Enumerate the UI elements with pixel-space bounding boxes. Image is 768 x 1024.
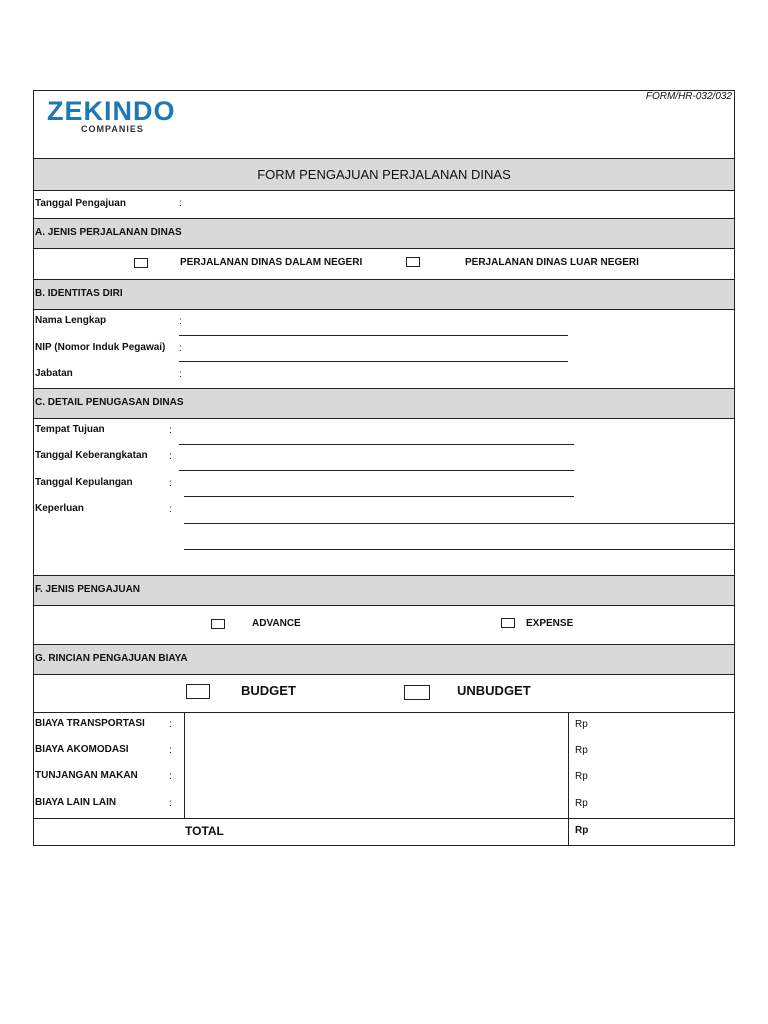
logo-subtitle: COMPANIES (81, 124, 144, 134)
input-nip[interactable] (179, 361, 568, 362)
field-tempat-tujuan: Tempat Tujuan (35, 424, 105, 435)
cost-table-divider-left (184, 712, 185, 818)
option-unbudget: UNBUDGET (457, 683, 531, 698)
section-a-band (34, 218, 734, 249)
title-band (34, 158, 734, 191)
field-tanggal-kepulangan: Tanggal Kepulangan (35, 477, 133, 488)
colon: : (179, 369, 182, 380)
input-keperluan-line2[interactable] (184, 549, 735, 550)
colon: : (169, 745, 172, 756)
checkbox-dalam-negeri[interactable] (134, 258, 148, 268)
field-jabatan: Jabatan (35, 368, 73, 379)
section-b-heading: B. IDENTITAS DIRI (35, 288, 123, 299)
form-title: FORM PENGAJUAN PERJALANAN DINAS (257, 167, 511, 182)
input-tempat-tujuan[interactable] (179, 444, 574, 445)
colon: : (169, 451, 172, 462)
field-keperluan: Keperluan (35, 503, 84, 514)
colon: : (169, 478, 172, 489)
colon: : (169, 504, 172, 515)
form-code: FORM/HR-032/032 (645, 91, 732, 102)
section-f-band (34, 575, 734, 606)
colon: : (179, 343, 182, 354)
option-luar-negeri: PERJALANAN DINAS LUAR NEGERI (465, 257, 639, 268)
cost-table-top-border (34, 712, 734, 713)
currency-makan: Rp (575, 771, 588, 782)
company-logo (47, 95, 197, 137)
field-nama-lengkap: Nama Lengkap (35, 315, 107, 326)
checkbox-budget[interactable] (186, 684, 210, 699)
section-g-band (34, 644, 734, 675)
checkbox-luar-negeri[interactable] (406, 257, 420, 267)
total-row-border (34, 818, 734, 819)
cost-table-divider-right (568, 712, 569, 846)
currency-transportasi: Rp (575, 719, 588, 730)
section-c-band (34, 388, 734, 419)
input-tanggal-keberangkatan[interactable] (179, 470, 574, 471)
input-tanggal-kepulangan[interactable] (184, 496, 574, 497)
cost-row-transportasi: BIAYA TRANSPORTASI (35, 718, 145, 729)
colon: : (169, 425, 172, 436)
cost-row-akomodasi: BIAYA AKOMODASI (35, 744, 129, 755)
checkbox-unbudget[interactable] (404, 685, 430, 700)
currency-total: Rp (575, 825, 589, 836)
tanggal-pengajuan-label: Tanggal Pengajuan (35, 198, 126, 209)
colon: : (179, 316, 182, 327)
total-label: TOTAL (185, 824, 224, 838)
option-dalam-negeri: PERJALANAN DINAS DALAM NEGERI (180, 257, 363, 268)
colon: : (179, 198, 182, 209)
input-keperluan-line1[interactable] (184, 523, 735, 524)
travel-request-form (33, 90, 735, 846)
section-b-band (34, 279, 734, 310)
logo-wordmark: ZEKINDO (47, 96, 176, 126)
colon: : (169, 798, 172, 809)
colon: : (169, 771, 172, 782)
input-nama-lengkap[interactable] (179, 335, 568, 336)
cost-row-lain-lain: BIAYA LAIN LAIN (35, 797, 117, 808)
section-a-heading: A. JENIS PERJALANAN DINAS (35, 227, 182, 238)
cost-row-makan: TUNJANGAN MAKAN (35, 770, 138, 781)
field-tanggal-keberangkatan: Tanggal Keberangkatan (35, 450, 148, 461)
currency-lain-lain: Rp (575, 798, 588, 809)
field-nip: NIP (Nomor Induk Pegawai) (35, 342, 166, 353)
section-c-heading: C. DETAIL PENUGASAN DINAS (35, 397, 184, 408)
currency-akomodasi: Rp (575, 745, 588, 756)
checkbox-advance[interactable] (211, 619, 225, 629)
checkbox-expense[interactable] (501, 618, 515, 628)
colon: : (169, 719, 172, 730)
option-advance: ADVANCE (252, 618, 301, 629)
option-expense: EXPENSE (526, 618, 574, 629)
section-f-heading: F. JENIS PENGAJUAN (35, 584, 141, 595)
section-g-heading: G. RINCIAN PENGAJUAN BIAYA (35, 653, 188, 664)
option-budget: BUDGET (241, 683, 296, 698)
